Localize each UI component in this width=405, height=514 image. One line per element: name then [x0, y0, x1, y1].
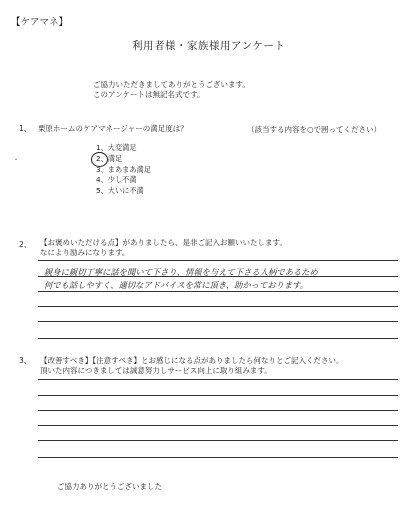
option-very-dissatisfied[interactable]: [96, 186, 151, 197]
option-label: 2、満足: [96, 153, 123, 163]
ruled-line: [38, 440, 398, 441]
option-label: 5、大いに不満: [96, 186, 144, 196]
ruled-line: [38, 321, 398, 322]
option-label: 1、大変満足: [96, 143, 137, 152]
closing-message: ご協力ありがとうございました: [57, 482, 162, 491]
intro-line-2: このアンケートは無記名式です。: [93, 90, 205, 99]
option-satisfied[interactable]: [96, 154, 151, 165]
q1-question: 栗原ホームのケアマネージャーの満足度は？: [38, 124, 188, 133]
q2-question: 【お褒めいただける点】がありましたら、是非ご記入お願いいたします。: [40, 238, 287, 247]
margin-mark: ・: [13, 157, 20, 164]
q2-answer-area[interactable]: [38, 260, 398, 339]
q2-subtext: なにより励みになります。: [40, 248, 130, 257]
ruled-line: [38, 306, 398, 307]
q1-instruction: （該当する内容を○で囲ってください）: [247, 125, 382, 134]
ruled-line: [38, 291, 398, 292]
option-slightly-dissatisfied[interactable]: [96, 175, 151, 186]
intro-line-1: ご協力いただきましてありがとうございます。: [93, 80, 250, 89]
ruled-line: [38, 395, 398, 396]
option-somewhat-satisfied[interactable]: [96, 165, 151, 176]
q3-answer-area[interactable]: [38, 379, 398, 458]
q2-number: 2、: [19, 240, 32, 249]
page-title: 利用者様・家族様用アンケート: [132, 40, 286, 52]
handwritten-answer-line-2: 何でも話しやすく、適切なアドバイスを常に頂き、助かっております。: [44, 280, 309, 290]
q3-number: 3、: [19, 356, 32, 365]
q3-subtext: 頂いた内容につきましては誠意努力しサービス向上に取り組みます。: [40, 366, 272, 375]
handwritten-answer-line-1: 親身に親切丁寧に話を聞いて下さり、情報を与えて下さる人柄であるため: [44, 267, 318, 277]
q1-options: [96, 143, 151, 197]
q1-number: 1、: [19, 124, 32, 133]
section-tag: 【ケアマネ】: [11, 17, 69, 28]
option-very-satisfied[interactable]: [96, 143, 151, 154]
option-label: 3、まあまあ満足: [96, 164, 151, 174]
option-label: 4、少し不満: [96, 175, 137, 185]
q3-question: 【改善すべき】【注意すべき】とお感じになる点がありましたら何なりとご記入ください。: [40, 356, 344, 365]
ruled-line: [38, 410, 398, 411]
ruled-line: [38, 425, 398, 426]
